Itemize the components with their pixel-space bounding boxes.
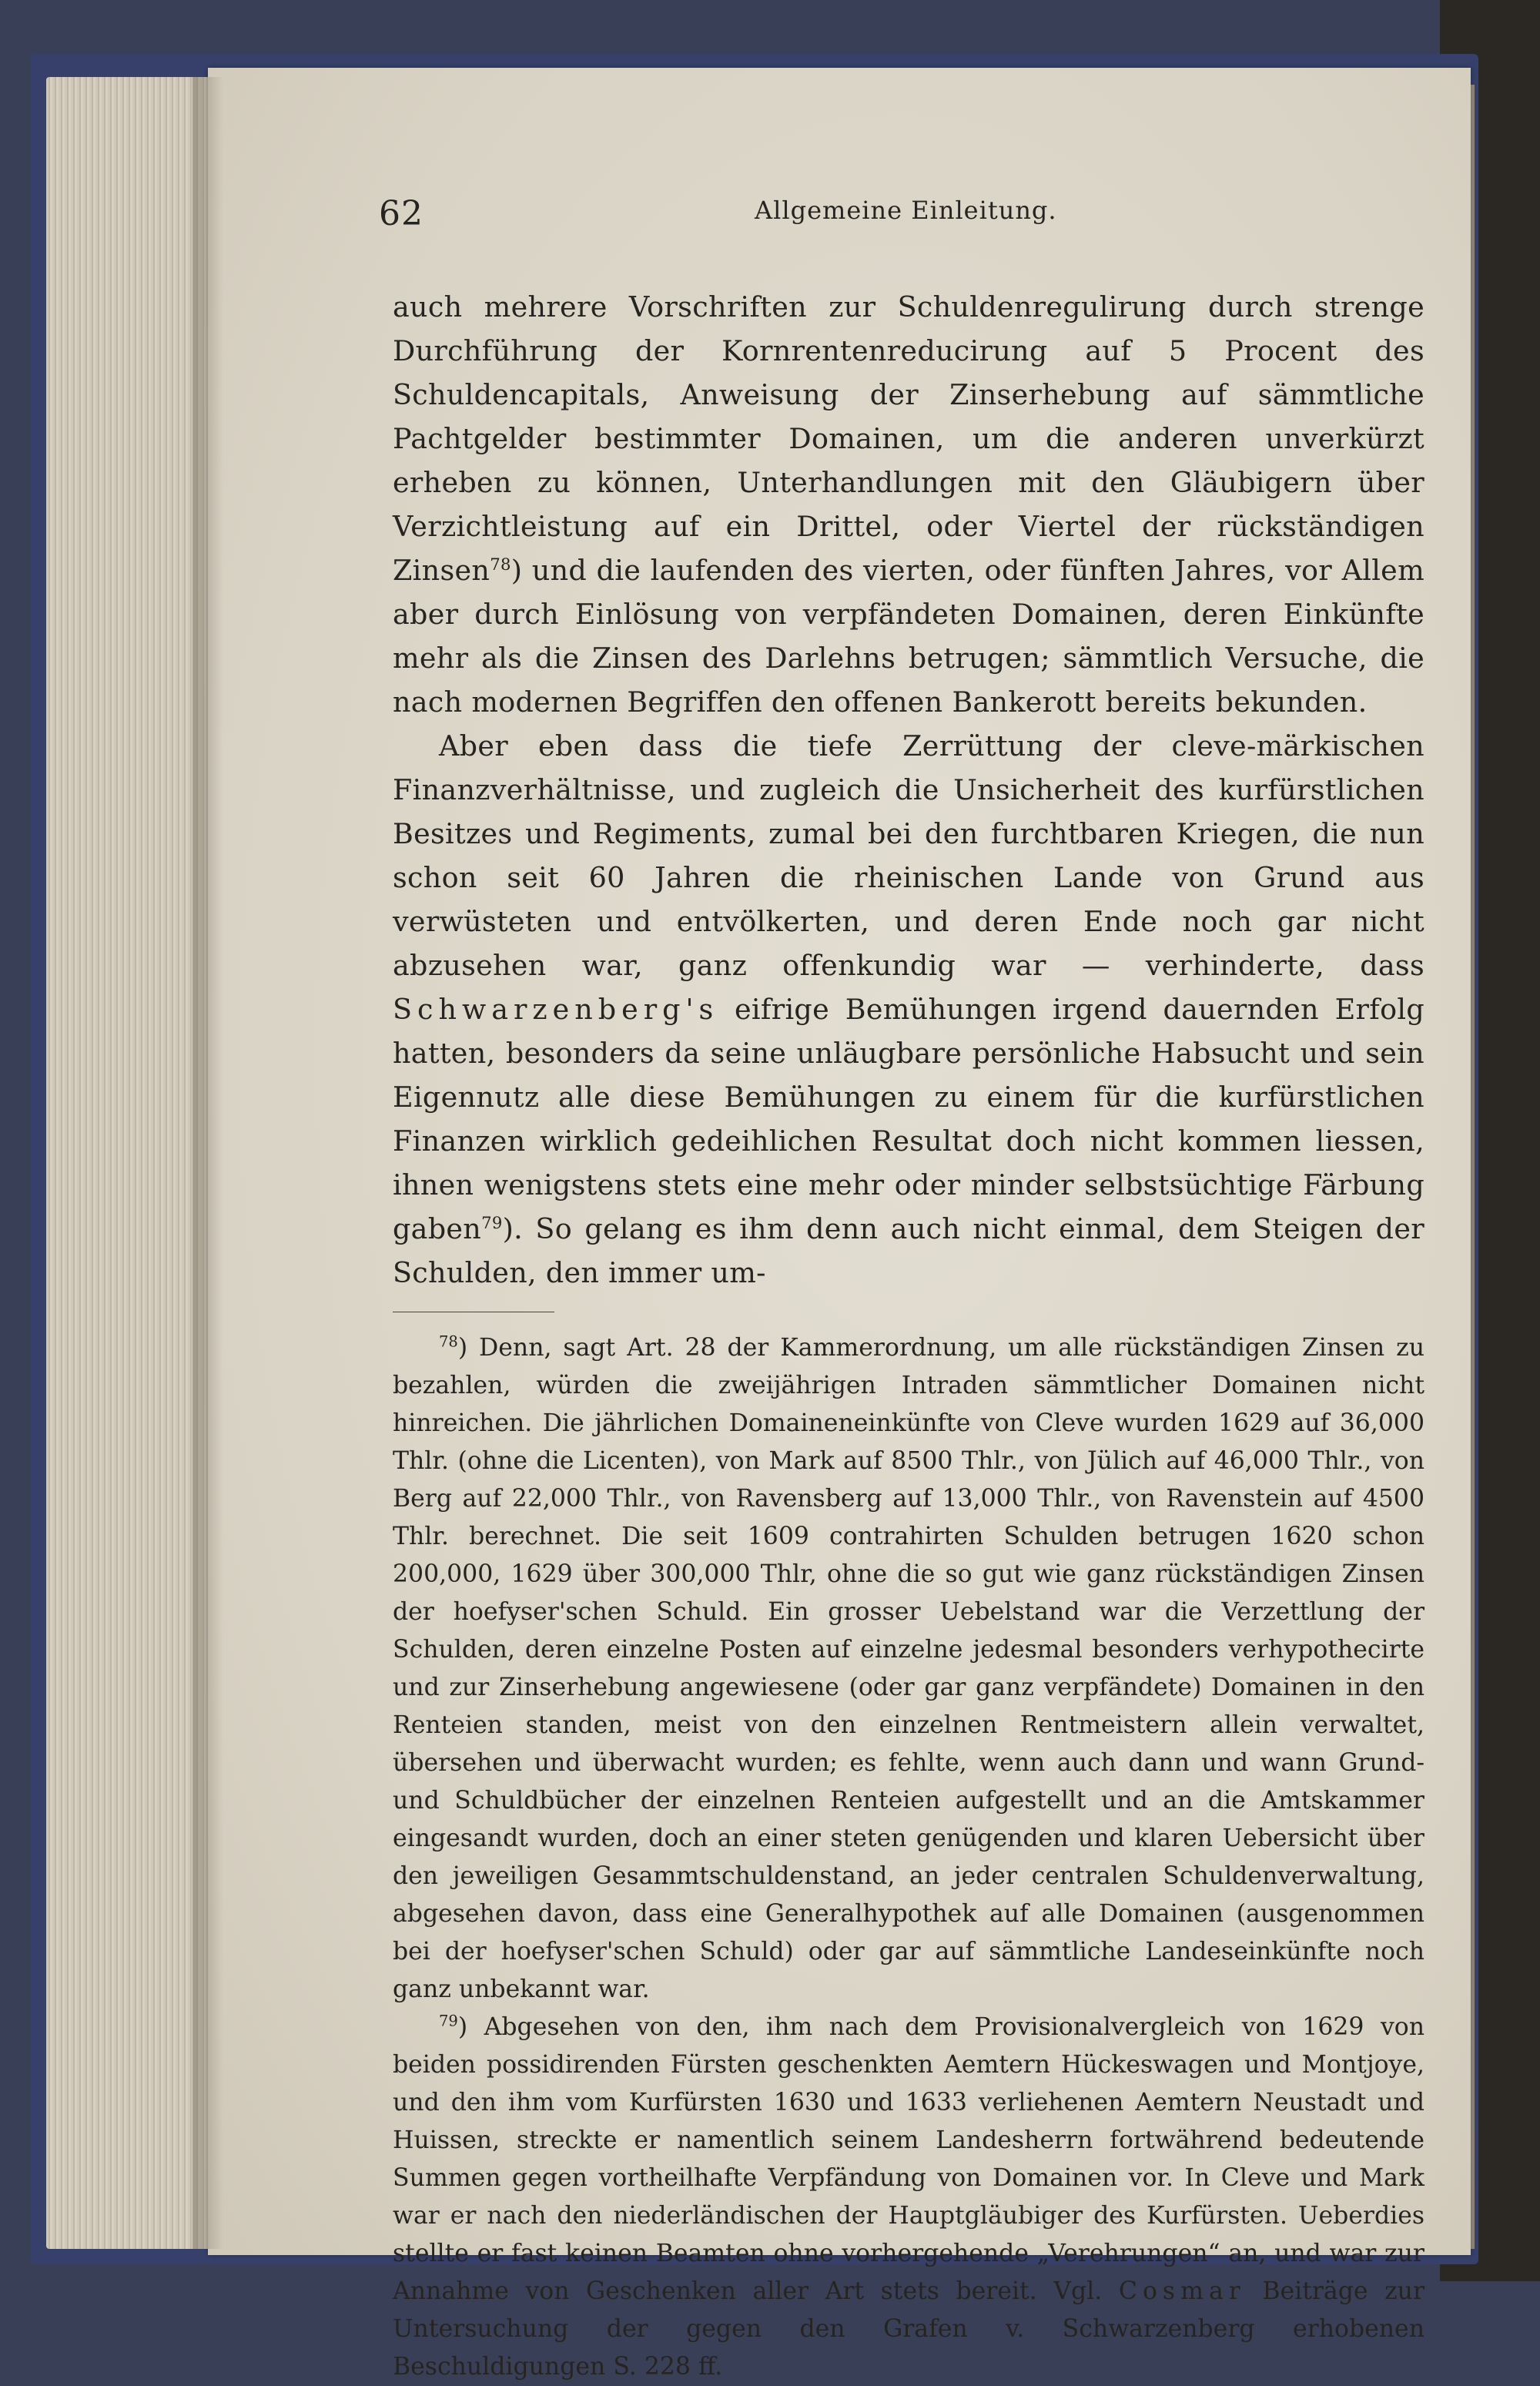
footnote-79-text-a: ) Abgesehen von den, ihm nach dem Provisionalvergleich von 1629 von beiden possidirenden Fürsten geschenkten Aemtern Hückeswagen und Montjoye, und den ihm vom Kurfürsten 1630 und 1633 verliehenen Aemtern Neustadt und Huissen, streckte er namentlich seinem Landesherrn fortwährend bedeutende Summen gegen vortheilhafte Verpfändung von Domainen vor. In Cleve und Mark war er nach den niederländischen der Hauptgläubiger des Kurfürsten. Ueberdies stellte er fast keinen Beamten ohne vorhergehende „Verehrungen“ an, und war zur Annahme von Geschenken aller Art stets bereit. Vgl. — [393, 2013, 1424, 2305]
footnote-79-mark: 79 — [439, 2012, 458, 2030]
paragraph-1-text-b: ) und die laufenden des vierten, oder fünften Jahres, vor Allem aber durch Einlösung von verpfändeten Domainen, deren Einkünfte mehr als die Zinsen des Darlehns betrugen; sämmtlich Versuche, die nach modernen Begriffen den offenen Bankerott bereits bekunden. — [393, 554, 1424, 719]
footnote-78 — [393, 1329, 1424, 2009]
paragraph-1 — [393, 285, 1424, 724]
footnote-79-text-b: Beiträge zur Untersuchung der gegen den Grafen v. Schwarzenberg erhobenen Beschuldigungen S. 228 ff. — [393, 2277, 1425, 2381]
footnote-78-mark: 78 — [439, 1332, 458, 1351]
page-number: 62 — [379, 194, 424, 233]
footnote-ref-78: 78 — [490, 554, 511, 574]
page-content — [379, 185, 1425, 2386]
running-head — [379, 185, 1424, 246]
footnote-79 — [393, 2009, 1424, 2386]
name-schwarzenberg: Schwarzenberg's — [393, 993, 719, 1026]
body-text — [393, 285, 1424, 1295]
paragraph-2-text-b: eifrige Bemühungen irgend dauernden Erfolg hatten, besonders da seine unläugbare persönliche Habsucht und sein Eigennutz alle diese Bemühungen zu einem für die kurfürstlichen Finanzen wirklich gedeihlichen Resultat doch nicht kommen liessen, ihnen wenigstens stets eine mehr oder minder selbstsüchtige Färbung gaben — [393, 993, 1424, 1245]
paragraph-1-text-a: auch mehrere Vorschriften zur Schuldenregulirung durch strenge Durchführung der Kornrentenreducirung auf 5 Procent des Schuldencapitals, Anweisung der Zinserhebung auf sämmtliche Pachtgelder bestimmter Domainen, um die anderen unverkürzt erheben zu können, Unterhandlungen mit den Gläubigern über Verzichtleistung auf ein Drittel, oder Viertel der rückständigen Zinsen — [393, 290, 1424, 587]
paragraph-2-text-c: ). So gelang es ihm denn auch nicht einmal, dem Steigen der Schulden, den immer um- — [393, 1212, 1424, 1289]
paragraph-2 — [393, 724, 1424, 1295]
footnote-78-text: ) Denn, sagt Art. 28 der Kammerordnung, um alle rückständigen Zinsen zu bezahlen, würden die zweijährigen Intraden sämmtlicher Domainen nicht hinreichen. Die jährlichen Domaineneinkünfte von Cleve wurden 1629 auf 36,000 Thlr. (ohne die Licenten), von Mark auf 8500 Thlr., von Jülich auf 46,000 Thlr., von Berg auf 22,000 Thlr., von Ravensberg auf 13,000 Thlr., von Ravenstein auf 4500 Thlr. berechnet. Die seit 1609 contrahirten Schulden betrugen 1620 schon 200,000, 1629 über 300,000 Thlr, ohne die so gut wie ganz rückständigen Zinsen der hoefyser'schen Schuld. Ein grosser Uebelstand war die Verzettlung der Schulden, deren einzelne Posten auf einzelne jedesmal besonders verhypothecirte und zur Zinserhebung angewiesene (oder gar ganz verpfändete) Domainen in den Renteien standen, meist von den einzelnen Rentmeistern allein verwaltet, übersehen und überwacht wurden; es fehlte, wenn auch dann und wann Grund- und Schuldbücher der einzelnen Renteien aufgestellt und an die Amtskammer eingesandt wurden, doch an einer steten genügenden und klaren Uebersicht über den jeweiligen Gesammtschuldenstand, an jeder centralen Schuldenverwaltung, abgesehen davon, dass eine Generalhypothek auf alle Domainen (ausgenommen bei der hoefyser'schen Schuld) oder gar auf sämmtliche Landeseinkünfte noch ganz unbekannt war. — [393, 1334, 1424, 2003]
running-title: Allgemeine Einleitung. — [755, 196, 1057, 225]
gutter-shadow — [192, 77, 223, 2249]
name-cosmar: Cosmar — [1118, 2277, 1246, 2305]
footnotes — [393, 1329, 1424, 2386]
paragraph-2-text-a: Aber eben dass die tiefe Zerrüttung der cleve-märkischen Finanzverhältnisse, und zugleich die Unsicherheit des kurfürstlichen Besitzes und Regiments, zumal bei den furchtbaren Kriegen, die nun schon seit 60 Jahren die rheinischen Lande von Grund aus verwüsteten und entvölkerten, und deren Ende noch gar nicht abzusehen war, ganz offenkundig war — verhinderte, dass — [393, 729, 1424, 982]
footnote-ref-79: 79 — [481, 1212, 503, 1232]
